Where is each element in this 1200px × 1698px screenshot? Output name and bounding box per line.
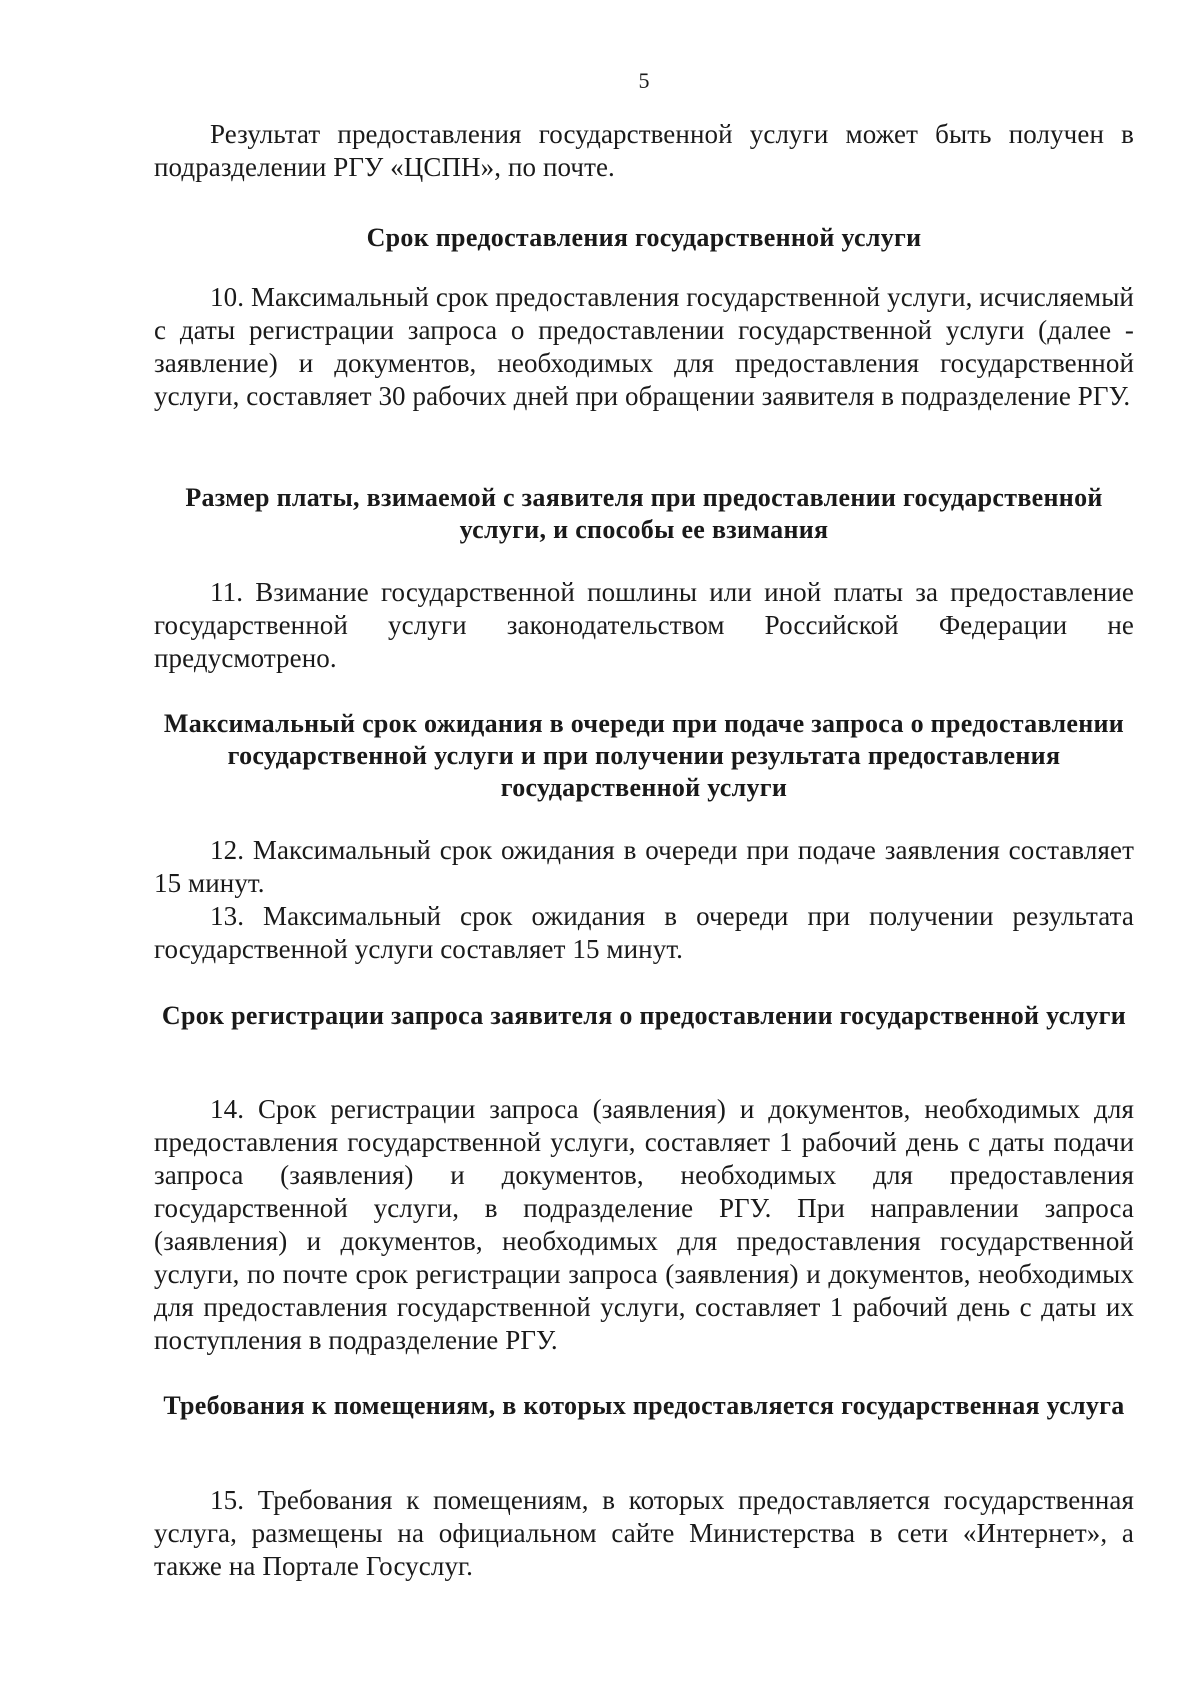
heading-queue-line-1: Максимальный срок ожидания в очереди при подаче запроса [163,709,904,738]
document-page [154,0,1134,1698]
heading-premises-line-1: Требования к помещениям, в которых предоставляется [163,1391,835,1420]
heading-fee [154,482,1134,546]
heading-service-term: Срок предоставления государственной услуги [366,223,922,252]
paragraph-10: 10. Максимальный срок предоставления государственной услуги, исчисляемый с даты регистрации запроса о предоставлении государственной услуги (далее - заявление) и документов, необходимых для предоставления государственной услуги, составляет 30 рабочих дней при обращении заявителя в подразделение РГУ. [154,282,1134,411]
heading-queue-line-2: о предоставлении государственной услуги и при получении [227,709,1125,770]
heading-fee-line-1: Размер платы, взимаемой с заявителя при предоставлении [185,483,897,512]
paragraph-14: 14. Срок регистрации запроса (заявления) и документов, необходимых для предоставления государственной услуги, составляет 1 рабочий день с даты подачи запроса (заявления) и документов, необходимых для предоставления государственной услуги, в подразделение РГУ. При направлении запроса (заявления) и документов, необходимых для предоставления государственной услуги, по почте срок регистрации запроса (заявления) и документов, необходимых для предоставления государственной услуги, составляет 1 рабочий день с даты их поступления в подразделение РГУ. [154,1094,1134,1355]
heading-fee-line-2: государственной услуги, и способы ее взимания [459,483,1103,544]
heading-premises-line-2: государственная услуга [841,1391,1125,1420]
paragraph-11: 11. Взимание государственной пошлины или иной платы за предоставление государственной услуги законодательством Российской Федерации не предусмотрено. [154,577,1134,673]
heading-registration [154,1000,1134,1032]
heading-queue [154,708,1134,804]
heading-registration-line-1: Срок регистрации запроса заявителя о предоставлении [161,1001,833,1030]
heading-premises [154,1390,1134,1422]
paragraph-12: 12. Максимальный срок ожидания в очереди при подаче заявления составляет 15 минут. [154,835,1134,898]
intro-paragraph: Результат предоставления государственной услуги может быть получен в подразделении РГУ «ЦСПН», по почте. [154,119,1134,182]
heading-registration-line-2: государственной услуги [839,1001,1127,1030]
paragraph-15: 15. Требования к помещениям, в которых предоставляется государственная услуга, размещены на официальном сайте Министерства в сети «Интернет», а также на Портале Госуслуг. [154,1485,1134,1581]
page-number: 5 [638,68,650,93]
heading-queue-line-3: результата предоставления государственной услуги [500,741,1061,802]
paragraph-13: 13. Максимальный срок ожидания в очереди при получении результата государственной услуги составляет 15 минут. [154,901,1134,964]
